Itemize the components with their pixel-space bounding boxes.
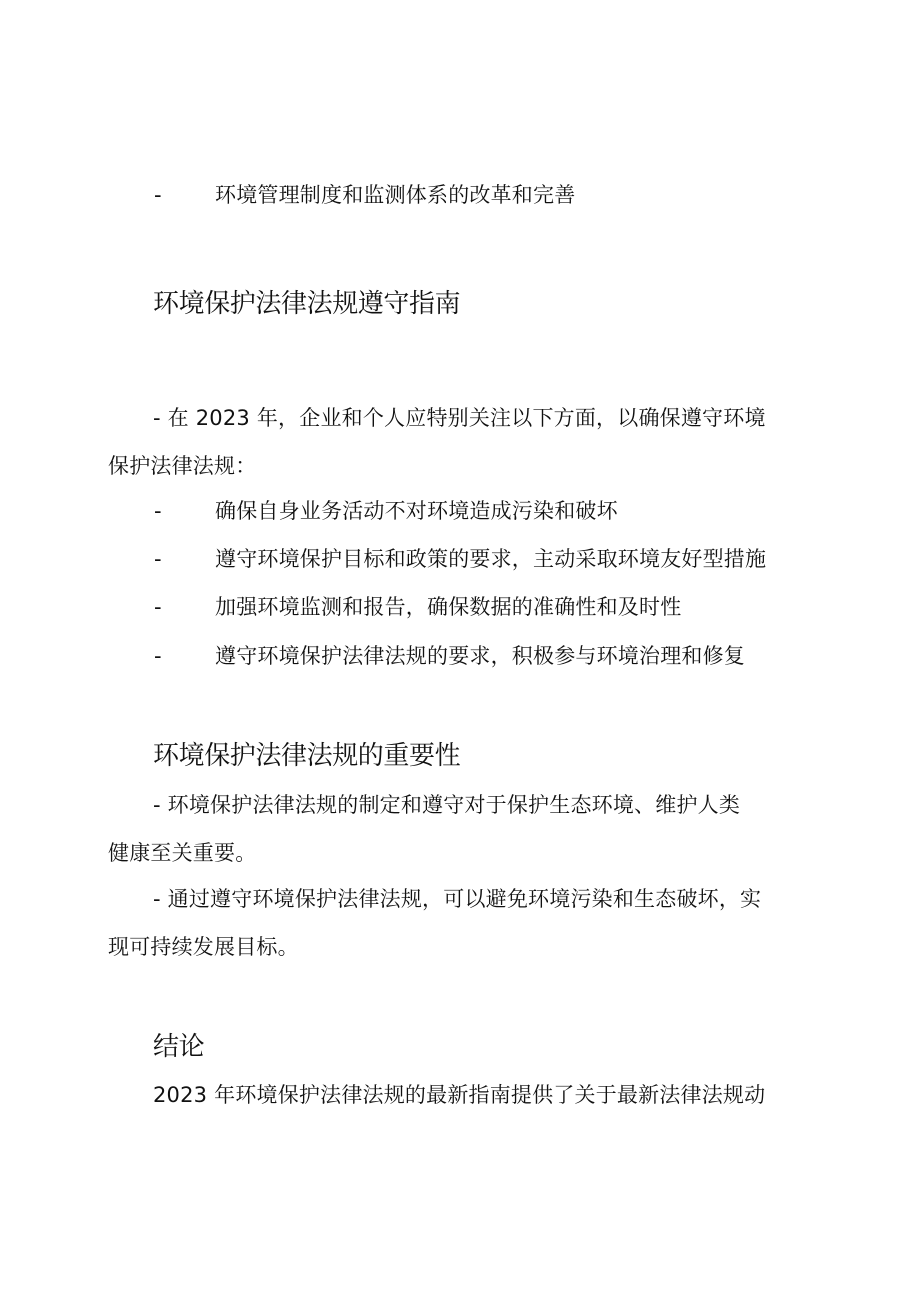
bullet-text: 遵守环境保护目标和政策的要求，主动采取环境友好型措施	[215, 547, 767, 571]
importance-p2-line-1: - 通过遵守环境保护法律法规，可以避免环境污染和生态破坏，实	[153, 887, 762, 911]
importance-p2-line-2: 现可持续发展目标。	[108, 935, 299, 959]
section-heading-importance: 环境保护法律法规的重要性	[153, 741, 461, 771]
bullet-dash: -	[154, 595, 162, 619]
bullet-dash: -	[154, 183, 162, 207]
conclusion-p1-line-1: 2023 年环境保护法律法规的最新指南提供了关于最新法律法规动	[153, 1083, 766, 1107]
bullet-text: 遵守环境保护法律法规的要求，积极参与环境治理和修复	[215, 644, 745, 668]
section-heading-conclusion: 结论	[153, 1032, 205, 1062]
section-heading-guide: 环境保护法律法规遵守指南	[153, 289, 461, 319]
bullet-text: 确保自身业务活动不对环境造成污染和破坏	[215, 499, 618, 523]
bullet-dash: -	[154, 547, 162, 571]
importance-p1-line-1: - 环境保护法律法规的制定和遵守对于保护生态环境、维护人类	[153, 793, 741, 817]
bullet-text: 加强环境监测和报告，确保数据的准确性和及时性	[215, 595, 682, 619]
guide-intro-line-1: - 在 2023 年，企业和个人应特别关注以下方面，以确保遵守环境	[153, 406, 766, 430]
importance-p1-line-2: 健康至关重要。	[108, 841, 257, 865]
bullet-dash: -	[154, 499, 162, 523]
bullet-dash: -	[154, 644, 162, 668]
bullet-text: 环境管理制度和监测体系的改革和完善	[215, 183, 576, 207]
guide-intro-line-2: 保护法律法规：	[108, 454, 257, 478]
